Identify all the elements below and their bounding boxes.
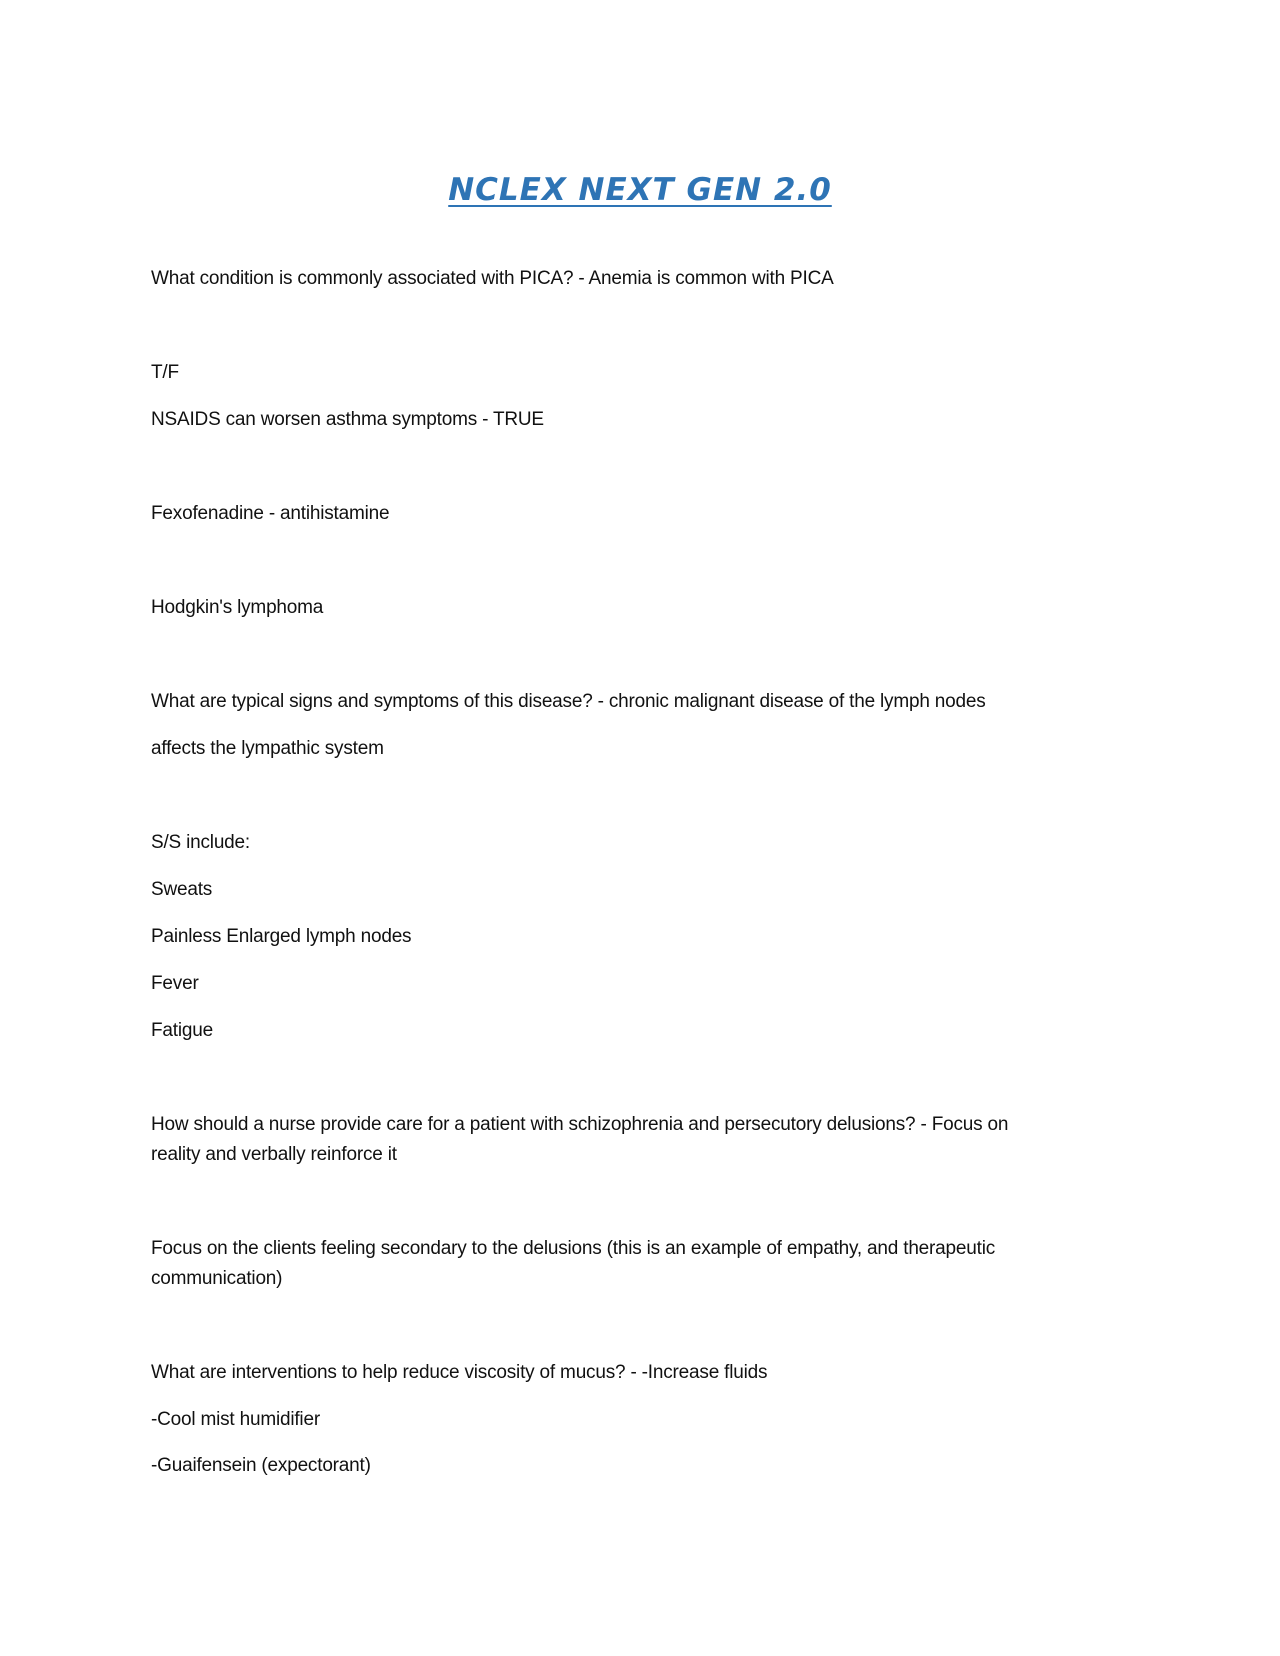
text-line: NSAIDS can worsen asthma symptoms - TRUE: [151, 409, 544, 430]
text-line: -Guaifensein (expectorant): [151, 1455, 371, 1476]
text-line: How should a nurse provide care for a patient with schizophrenia and persecutory delusions? - Focus on: [151, 1114, 1009, 1135]
text-line: -Cool mist humidifier: [151, 1409, 320, 1430]
text-line: communication): [151, 1268, 283, 1289]
text-line: What condition is commonly associated with PICA? - Anemia is common with PICA: [151, 268, 834, 289]
text-line: Painless Enlarged lymph nodes: [151, 926, 412, 947]
text-line: reality and verbally reinforce it: [151, 1144, 397, 1165]
text-line: Focus on the clients feeling secondary to the delusions (this is an example of empathy, and therapeutic: [151, 1238, 996, 1259]
text-line: T/F: [151, 362, 179, 383]
text-line: S/S include:: [151, 832, 250, 853]
text-line: What are interventions to help reduce viscosity of mucus? - -Increase fluids: [151, 1362, 768, 1383]
text-line: Fexofenadine - antihistamine: [151, 503, 390, 524]
text-line: affects the lympathic system: [151, 738, 384, 759]
text-line: Sweats: [151, 879, 213, 900]
text-line: Fatigue: [151, 1020, 213, 1041]
document-title: NCLEX NEXT GEN 2.0: [448, 172, 832, 208]
text-line: What are typical signs and symptoms of this disease? - chronic malignant disease of the lymph nodes: [151, 691, 986, 712]
text-line: Fever: [151, 973, 199, 994]
text-line: Hodgkin's lymphoma: [151, 597, 324, 618]
